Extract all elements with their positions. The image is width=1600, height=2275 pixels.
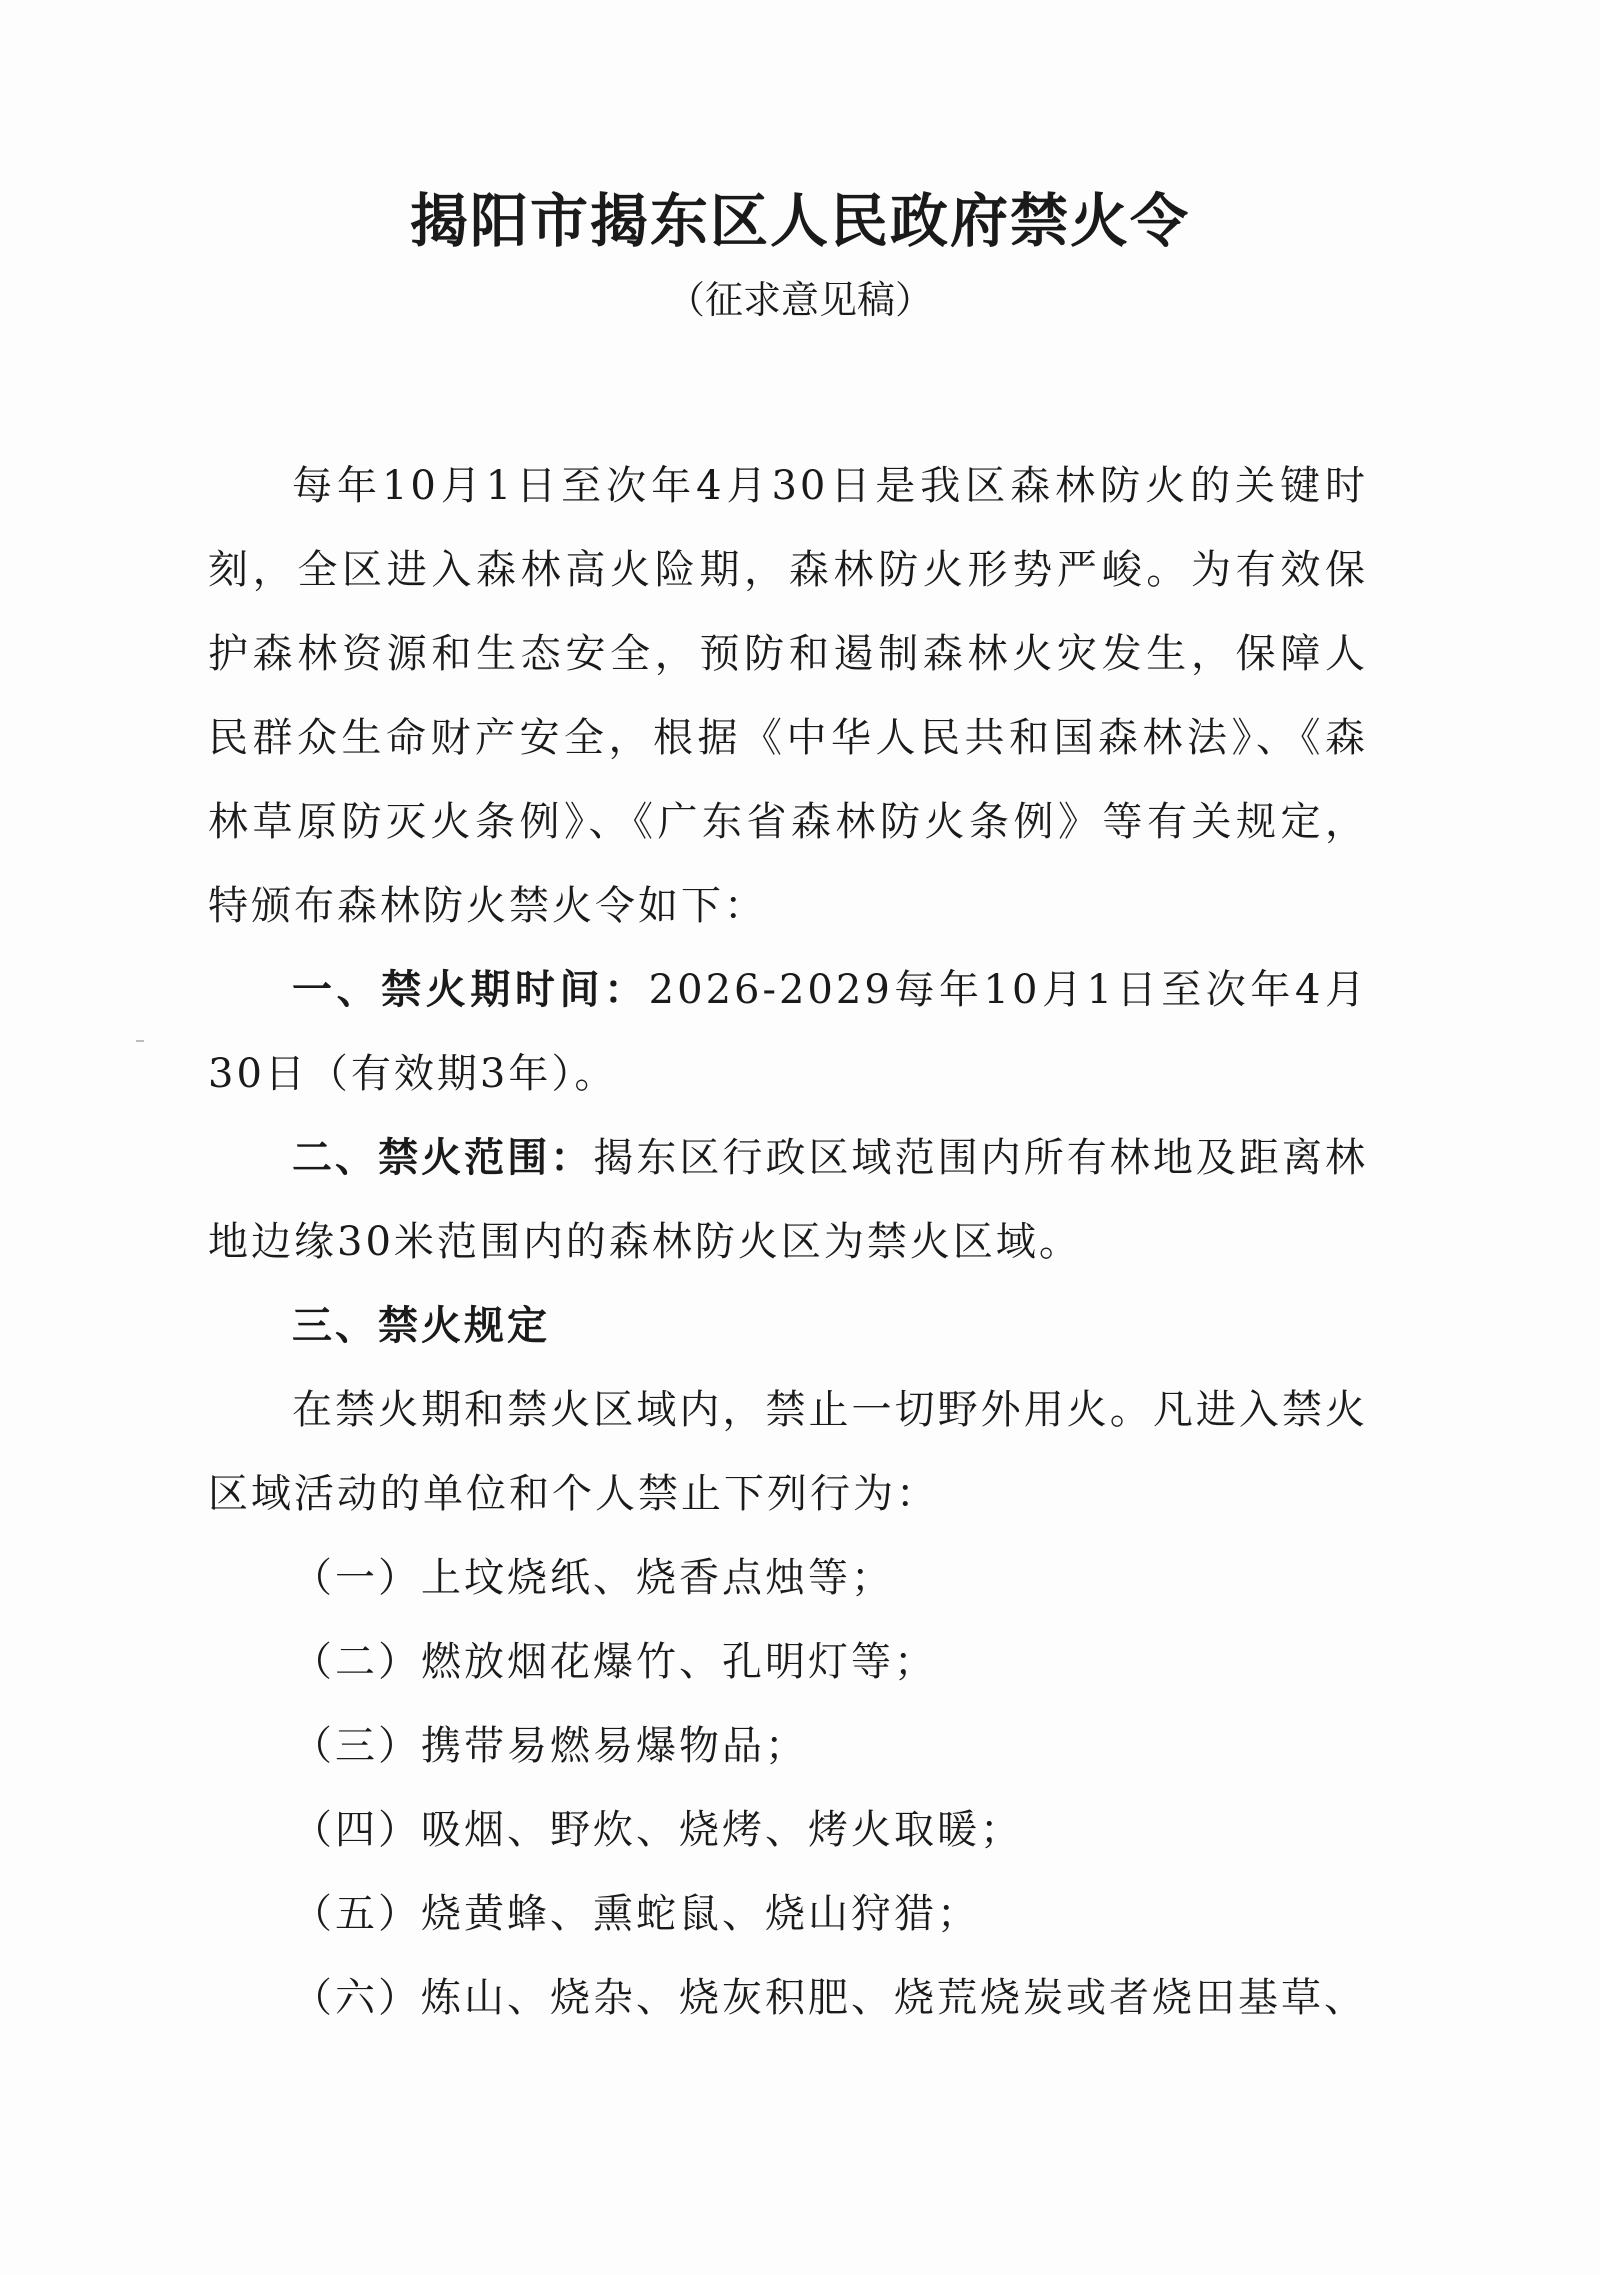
- list-item: （二）燃放烟花爆竹、孔明灯等；: [292, 1639, 937, 1685]
- section-2-paragraph: [208, 1116, 1368, 1284]
- intro-paragraph: 每年10月1日至次年4月30日是我区森林防火的关键时刻，全区进入森林高火险期，森林防火形势严峻。为有效保护森林资源和生态安全，预防和遏制森林火灾发生，保障人民群众生命财产安全，根据《中华人民共和国森林法》、《森林草原防灭火条例》、《广东省森林防火条例》等有关规定，特颁布森林防火禁火令如下：: [208, 463, 1368, 929]
- list-item: （四）吸烟、野炊、烧烤、烤火取暖；: [292, 1807, 1023, 1853]
- list-item: （一）上坟烧纸、烧香点烛等；: [292, 1555, 894, 1601]
- section-3-heading: 三、禁火规定: [292, 1303, 550, 1349]
- section-2-heading: 二、禁火范围：: [292, 1135, 594, 1181]
- section-1-paragraph: [208, 948, 1368, 1116]
- section-2-text: 揭东区行政区域范围内所有林地及距离林地边缘30米范围内的森林防火区为禁火区域。: [208, 1135, 1369, 1265]
- section-3-text: 在禁火期和禁火区域内，禁止一切野外用火。凡进入禁火区域活动的单位和个人禁止下列行为：: [208, 1387, 1368, 1517]
- list-item: （六）炼山、烧杂、烧灰积肥、烧荒烧炭或者烧田基草、: [292, 1975, 1367, 2021]
- list-item: （三）携带易燃易爆物品；: [292, 1723, 808, 1769]
- document-body: [208, 444, 1368, 2040]
- section-1-text: 2026-2029每年10月1日至次年4月30日（有效期3年）。: [208, 967, 1369, 1097]
- document-subtitle: （征求意见稿）: [666, 278, 933, 322]
- section-1-heading: 一、禁火期时间：: [292, 967, 649, 1013]
- document-title: 揭阳市揭东区人民政府禁火令: [409, 187, 1190, 255]
- list-item: （五）烧黄蜂、熏蛇鼠、烧山狩猎；: [292, 1891, 980, 1937]
- scan-mark: [136, 1040, 144, 1042]
